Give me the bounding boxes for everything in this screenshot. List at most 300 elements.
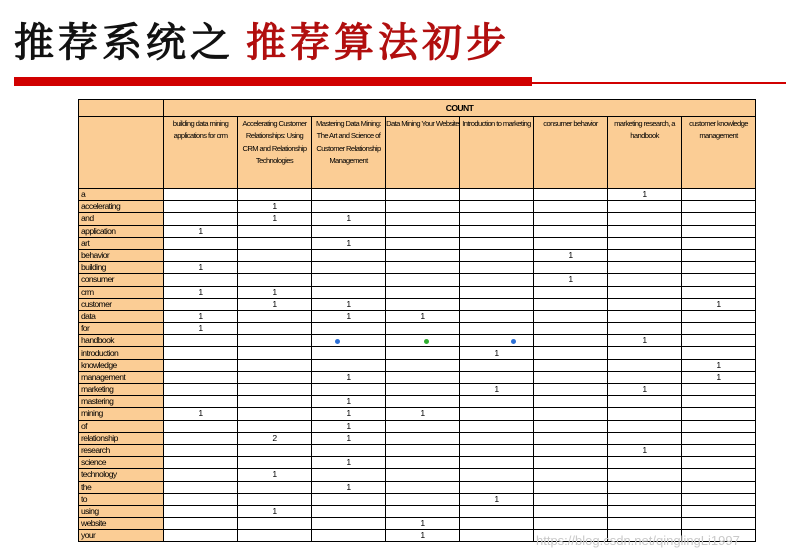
term-label: your [79, 530, 164, 542]
count-cell [682, 505, 756, 517]
term-label: and [79, 213, 164, 225]
count-cell [460, 335, 534, 347]
count-cell [460, 189, 534, 201]
count-cell [608, 310, 682, 322]
count-cell [312, 262, 386, 274]
count-cell: 1 [608, 444, 682, 456]
count-cell: 1 [460, 384, 534, 396]
count-cell [164, 493, 238, 505]
count-cell [312, 359, 386, 371]
table-row [79, 359, 756, 371]
marker-dot-blue [335, 339, 340, 344]
count-cell [238, 530, 312, 542]
count-cell [164, 274, 238, 286]
count-cell [608, 505, 682, 517]
count-cell [386, 481, 460, 493]
count-cell [534, 359, 608, 371]
count-cell: 1 [386, 310, 460, 322]
count-cell [682, 225, 756, 237]
count-cell [238, 457, 312, 469]
count-cell [386, 396, 460, 408]
count-cell [534, 225, 608, 237]
table-row [79, 310, 756, 322]
count-cell [386, 298, 460, 310]
count-cell [682, 493, 756, 505]
count-cell [534, 371, 608, 383]
term-label: mastering [79, 396, 164, 408]
count-cell [608, 518, 682, 530]
count-cell [386, 201, 460, 213]
count-cell: 1 [238, 298, 312, 310]
count-cell: 1 [608, 384, 682, 396]
count-cell [238, 420, 312, 432]
count-cell [682, 444, 756, 456]
count-cell [682, 457, 756, 469]
count-cell: 1 [312, 298, 386, 310]
count-cell [682, 469, 756, 481]
count-cell [534, 213, 608, 225]
count-cell [534, 384, 608, 396]
table-row [79, 371, 756, 383]
count-cell: 1 [164, 310, 238, 322]
count-cell [386, 335, 460, 347]
count-cell [682, 201, 756, 213]
term-label: data [79, 310, 164, 322]
count-cell [460, 225, 534, 237]
count-cell [534, 420, 608, 432]
count-cell [164, 335, 238, 347]
count-cell [386, 371, 460, 383]
count-cell [460, 286, 534, 298]
count-cell: 1 [238, 213, 312, 225]
count-cell [238, 249, 312, 261]
count-cell: 1 [682, 359, 756, 371]
table-row [79, 384, 756, 396]
count-cell [312, 518, 386, 530]
count-cell: 1 [238, 201, 312, 213]
count-cell [608, 286, 682, 298]
count-cell [164, 371, 238, 383]
count-cell [164, 189, 238, 201]
count-cell [534, 481, 608, 493]
term-label: using [79, 505, 164, 517]
count-cell [238, 310, 312, 322]
count-cell [608, 457, 682, 469]
count-cell [164, 432, 238, 444]
term-label: crm [79, 286, 164, 298]
count-cell: 1 [312, 310, 386, 322]
table-row [79, 286, 756, 298]
term-count-table [78, 99, 756, 542]
count-cell [608, 249, 682, 261]
count-cell [164, 457, 238, 469]
watermark: https://blog.csdn.net/qinglingLi1997 [536, 533, 740, 548]
table-row [79, 396, 756, 408]
term-label: science [79, 457, 164, 469]
count-cell [608, 493, 682, 505]
table-row [79, 323, 756, 335]
count-cell: 1 [312, 396, 386, 408]
count-cell [460, 262, 534, 274]
count-cell [460, 444, 534, 456]
title-underline-line [14, 82, 786, 84]
count-cell [164, 237, 238, 249]
count-cell [608, 420, 682, 432]
document-header: marketing research, a handbook [608, 117, 682, 189]
term-header-corner [79, 117, 164, 189]
count-cell [164, 505, 238, 517]
count-cell [534, 408, 608, 420]
table-row [79, 237, 756, 249]
count-cell [238, 493, 312, 505]
term-label: the [79, 481, 164, 493]
count-cell [164, 420, 238, 432]
count-cell [534, 298, 608, 310]
count-cell [386, 323, 460, 335]
document-header: Accelerating Customer Relationships: Using CRM and Relationship Technologies [238, 117, 312, 189]
term-label: website [79, 518, 164, 530]
count-cell [238, 237, 312, 249]
count-cell [312, 189, 386, 201]
count-cell [608, 371, 682, 383]
count-cell [386, 249, 460, 261]
count-cell: 1 [164, 408, 238, 420]
count-cell [534, 505, 608, 517]
count-cell [312, 469, 386, 481]
document-header: consumer behavior [534, 117, 608, 189]
count-cell [534, 457, 608, 469]
table-row [79, 444, 756, 456]
count-cell [386, 384, 460, 396]
count-cell: 1 [608, 189, 682, 201]
term-label: for [79, 323, 164, 335]
term-label: relationship [79, 432, 164, 444]
count-cell [682, 481, 756, 493]
count-header: COUNT [164, 100, 756, 117]
count-cell: 1 [460, 347, 534, 359]
count-cell [460, 457, 534, 469]
document-header: customer knowledge management [682, 117, 756, 189]
count-cell [608, 469, 682, 481]
count-cell [238, 518, 312, 530]
count-cell [164, 396, 238, 408]
count-cell [534, 323, 608, 335]
count-cell [608, 213, 682, 225]
term-label: accelerating [79, 201, 164, 213]
count-cell [312, 335, 386, 347]
count-cell [460, 274, 534, 286]
term-label: research [79, 444, 164, 456]
count-cell: 1 [608, 335, 682, 347]
table-row [79, 518, 756, 530]
count-cell [386, 444, 460, 456]
count-cell [312, 286, 386, 298]
count-cell [312, 274, 386, 286]
header-corner [79, 100, 164, 117]
document-header: Data Mining Your Website [386, 117, 460, 189]
count-cell [164, 298, 238, 310]
document-header: Mastering Data Mining: The Art and Science of Customer Relationship Management [312, 117, 386, 189]
count-cell [608, 359, 682, 371]
count-cell: 1 [312, 213, 386, 225]
term-label: handbook [79, 335, 164, 347]
count-cell [312, 505, 386, 517]
count-cell: 1 [164, 286, 238, 298]
count-cell: 1 [238, 469, 312, 481]
count-cell: 1 [312, 432, 386, 444]
count-cell [608, 432, 682, 444]
count-cell [608, 225, 682, 237]
count-cell [534, 347, 608, 359]
count-cell [386, 262, 460, 274]
count-cell [386, 457, 460, 469]
document-header: building data mining applications for crm [164, 117, 238, 189]
count-cell [682, 274, 756, 286]
count-cell [386, 432, 460, 444]
count-cell [238, 189, 312, 201]
count-cell [682, 347, 756, 359]
count-cell [608, 408, 682, 420]
count-cell: 1 [312, 237, 386, 249]
count-cell [682, 384, 756, 396]
count-cell [460, 237, 534, 249]
term-label: a [79, 189, 164, 201]
marker-dot-blue [511, 339, 516, 344]
term-label: consumer [79, 274, 164, 286]
count-cell [682, 262, 756, 274]
count-cell [460, 298, 534, 310]
count-cell [534, 310, 608, 322]
count-cell [608, 237, 682, 249]
marker-dot-green [424, 339, 429, 344]
count-cell [238, 262, 312, 274]
count-cell: 1 [312, 457, 386, 469]
count-cell [460, 396, 534, 408]
count-cell [682, 518, 756, 530]
count-cell [534, 201, 608, 213]
count-cell [460, 213, 534, 225]
count-cell [312, 530, 386, 542]
count-cell [386, 493, 460, 505]
count-cell [312, 323, 386, 335]
table-row [79, 432, 756, 444]
count-cell: 1 [534, 274, 608, 286]
table-row [79, 262, 756, 274]
count-cell [460, 371, 534, 383]
count-cell [386, 347, 460, 359]
count-cell [164, 213, 238, 225]
count-cell [164, 347, 238, 359]
count-cell [682, 237, 756, 249]
count-cell [312, 493, 386, 505]
count-cell [312, 201, 386, 213]
title-highlight: 推荐算法初步 [246, 19, 510, 66]
count-cell [460, 469, 534, 481]
count-cell [534, 432, 608, 444]
count-cell [238, 347, 312, 359]
count-cell [608, 347, 682, 359]
table-row [79, 493, 756, 505]
count-cell [386, 505, 460, 517]
term-label: building [79, 262, 164, 274]
term-label: marketing [79, 384, 164, 396]
title-prefix: 推荐系统之 [14, 19, 234, 66]
count-cell [534, 469, 608, 481]
count-cell [238, 384, 312, 396]
count-cell [386, 213, 460, 225]
count-cell [460, 359, 534, 371]
term-label: to [79, 493, 164, 505]
table-row [79, 201, 756, 213]
table-row [79, 225, 756, 237]
count-cell [682, 408, 756, 420]
term-label: of [79, 420, 164, 432]
count-cell [238, 481, 312, 493]
table-row [79, 347, 756, 359]
count-cell: 1 [386, 408, 460, 420]
count-cell: 1 [164, 225, 238, 237]
table-row [79, 408, 756, 420]
count-cell: 1 [682, 298, 756, 310]
count-cell: 1 [534, 249, 608, 261]
count-cell [164, 518, 238, 530]
table-row [79, 213, 756, 225]
count-cell [608, 262, 682, 274]
count-cell [164, 481, 238, 493]
count-cell [164, 359, 238, 371]
slide-title [14, 8, 510, 68]
count-cell [386, 359, 460, 371]
count-cell [238, 371, 312, 383]
table-row [79, 505, 756, 517]
count-cell [534, 286, 608, 298]
term-label: art [79, 237, 164, 249]
count-cell [682, 335, 756, 347]
table-row [79, 481, 756, 493]
count-cell [608, 298, 682, 310]
count-cell: 1 [312, 371, 386, 383]
table-row [79, 420, 756, 432]
count-cell [534, 396, 608, 408]
count-cell [164, 444, 238, 456]
count-cell [534, 444, 608, 456]
count-cell [386, 225, 460, 237]
count-cell [460, 201, 534, 213]
count-cell [238, 225, 312, 237]
count-cell [386, 420, 460, 432]
count-cell [682, 432, 756, 444]
count-cell [460, 530, 534, 542]
count-cell [238, 396, 312, 408]
term-label: behavior [79, 249, 164, 261]
count-cell [386, 189, 460, 201]
count-cell [312, 384, 386, 396]
document-header: Introduction to marketing [460, 117, 534, 189]
count-cell [386, 237, 460, 249]
count-cell [164, 384, 238, 396]
count-cell [238, 335, 312, 347]
count-cell: 1 [238, 286, 312, 298]
count-cell [682, 213, 756, 225]
count-cell [460, 518, 534, 530]
table-row [79, 274, 756, 286]
count-cell [386, 469, 460, 481]
count-cell [312, 249, 386, 261]
count-cell [534, 493, 608, 505]
count-cell [164, 530, 238, 542]
table-row [79, 457, 756, 469]
count-cell [534, 237, 608, 249]
term-label: introduction [79, 347, 164, 359]
term-label: technology [79, 469, 164, 481]
count-cell [608, 274, 682, 286]
table-row [79, 249, 756, 261]
count-cell [238, 444, 312, 456]
count-cell [682, 420, 756, 432]
count-cell [460, 323, 534, 335]
count-cell [534, 518, 608, 530]
count-cell: 1 [164, 323, 238, 335]
count-cell [534, 262, 608, 274]
count-cell [608, 201, 682, 213]
count-cell [164, 249, 238, 261]
count-cell: 1 [312, 408, 386, 420]
count-cell: 1 [386, 530, 460, 542]
count-cell [682, 189, 756, 201]
count-cell [238, 274, 312, 286]
count-cell [164, 469, 238, 481]
count-cell [238, 408, 312, 420]
count-cell [164, 201, 238, 213]
count-cell [312, 347, 386, 359]
count-cell [312, 225, 386, 237]
count-cell [460, 505, 534, 517]
table-row [79, 298, 756, 310]
count-cell [608, 323, 682, 335]
count-cell: 1 [312, 420, 386, 432]
count-cell [460, 432, 534, 444]
count-cell [460, 310, 534, 322]
count-cell [534, 335, 608, 347]
count-cell [460, 408, 534, 420]
count-cell [682, 249, 756, 261]
count-cell [238, 359, 312, 371]
term-label: application [79, 225, 164, 237]
term-label: knowledge [79, 359, 164, 371]
table-row [79, 469, 756, 481]
count-cell: 1 [312, 481, 386, 493]
count-cell [460, 420, 534, 432]
count-cell: 2 [238, 432, 312, 444]
count-cell: 1 [238, 505, 312, 517]
table-row [79, 189, 756, 201]
count-cell [682, 323, 756, 335]
count-cell [682, 286, 756, 298]
count-cell [682, 396, 756, 408]
term-label: mining [79, 408, 164, 420]
count-cell [460, 481, 534, 493]
table-row [79, 335, 756, 347]
count-cell [534, 189, 608, 201]
count-cell [608, 481, 682, 493]
count-cell: 1 [386, 518, 460, 530]
count-cell [608, 396, 682, 408]
count-cell [460, 249, 534, 261]
count-cell [682, 310, 756, 322]
count-cell [312, 444, 386, 456]
count-cell [386, 286, 460, 298]
count-cell [386, 274, 460, 286]
